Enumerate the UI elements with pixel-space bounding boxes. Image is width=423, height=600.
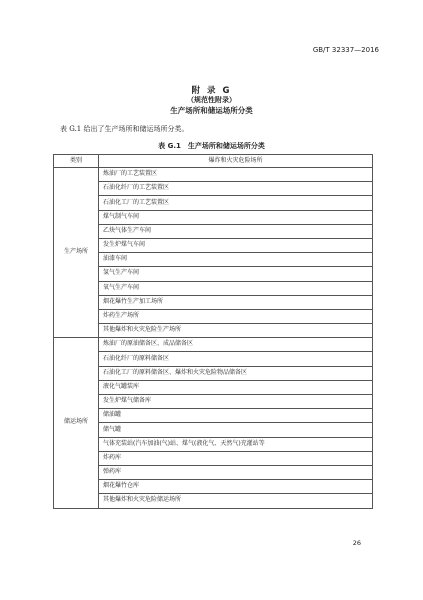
place-cell: 氧气生产车间 (99, 281, 373, 295)
place-cell: 储气罐 (99, 423, 373, 437)
place-cell: 炸药生产场所 (99, 309, 373, 323)
place-cell: 氢气生产车间 (99, 267, 373, 281)
place-cell: 煤气制气车间 (99, 210, 373, 224)
table-row (54, 380, 373, 394)
table-row (54, 437, 373, 451)
place-cell: 炼油厂的工艺装置区 (99, 168, 373, 182)
table-body (54, 168, 373, 509)
table-row (54, 494, 373, 508)
table-row (54, 465, 373, 479)
page-number: 26 (352, 539, 361, 547)
appendix-note: （规范性附录） (187, 96, 236, 104)
category-cell: 储运场所 (54, 338, 99, 508)
table-row (54, 224, 373, 238)
appendix-heading: 生产场所和储运场所分类 (170, 106, 253, 115)
table-row (54, 210, 373, 224)
place-cell: 乙炔气体生产车间 (99, 224, 373, 238)
place-cell: 烟花爆竹生产加工场所 (99, 295, 373, 309)
table-row (54, 281, 373, 295)
table-row (54, 168, 373, 182)
place-cell: 液化气罐装库 (99, 380, 373, 394)
intro-text: 表 G.1 给出了生产场所和储运场所分类。 (60, 125, 189, 133)
table-row (54, 253, 373, 267)
table-row (54, 182, 373, 196)
place-cell: 烟花爆竹仓库 (99, 480, 373, 494)
table-row (54, 196, 373, 210)
table-row (54, 238, 373, 252)
place-cell: 石油化工厂的原料储备区、爆炸和火灾危险物品储备区 (99, 366, 373, 380)
table-row (54, 409, 373, 423)
table-row (54, 338, 373, 352)
table-row (54, 395, 373, 409)
table-row (54, 309, 373, 323)
place-cell: 油漆车间 (99, 253, 373, 267)
place-cell: 气体充装站(汽车加油(气)站、煤气(液化气、天然气)充灌站等 (99, 437, 373, 451)
place-cell: 其他爆炸和火灾危险储运场所 (99, 494, 373, 508)
category-cell: 生产场所 (54, 168, 99, 338)
appendix-title: 附 录 G (191, 86, 232, 96)
table-header-row (54, 155, 373, 168)
place-cell: 其他爆炸和火灾危险生产场所 (99, 324, 373, 338)
table-row (54, 480, 373, 494)
place-cell: 储油罐 (99, 409, 373, 423)
place-cell: 炸药库 (99, 451, 373, 465)
place-cell: 石油化纤厂的原料储备区 (99, 352, 373, 366)
classification-table (53, 154, 373, 509)
place-cell: 发生炉煤气储备库 (99, 395, 373, 409)
place-cell: 弹药库 (99, 465, 373, 479)
table-row (54, 352, 373, 366)
place-cell: 发生炉煤气车间 (99, 238, 373, 252)
table-row (54, 295, 373, 309)
table-row (54, 451, 373, 465)
header-category: 类别 (54, 155, 99, 168)
place-cell: 炼油厂的原油储备区、成品储备区 (99, 338, 373, 352)
table-row (54, 324, 373, 338)
standard-number: GB/T 32337—2016 (312, 46, 379, 54)
header-places: 爆炸和火灾危险场所 (99, 155, 373, 168)
table-row (54, 366, 373, 380)
table-row (54, 423, 373, 437)
place-cell: 石油化纤厂的工艺装置区 (99, 182, 373, 196)
table-caption: 表 G.1 生产场所和储运场所分类 (158, 142, 265, 150)
table-row (54, 267, 373, 281)
place-cell: 石油化工厂的工艺装置区 (99, 196, 373, 210)
